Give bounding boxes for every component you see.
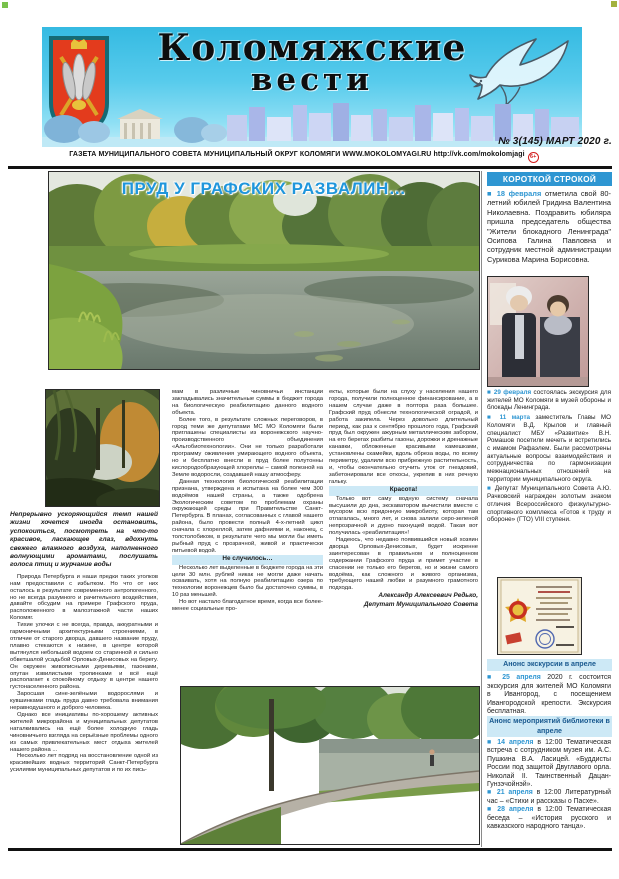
- paragraph: Несколько лет выделенные в бюджете города на эти цели 30 млн. рублей никак не могли даже начать осваивать, хотя на полную реабилитацию озера по технологии воронежцев было бы достаточно суммы, в 10 раз меньшей.: [172, 564, 323, 599]
- announcement-tour-header: Анонс экскурсии в апреле: [487, 659, 612, 671]
- paragraph: мам в различные чиновничьи инстанции закладывались значительные суммы в бюджет города на биологическую реабилитацию данного водного объекта.: [172, 389, 323, 416]
- age-rating-badge: 6+: [528, 152, 539, 163]
- subheading: Красота!: [329, 486, 478, 496]
- masthead-subtitle: [30, 151, 578, 163]
- paragraph: Данная технология биологической реабилитации признана, утверждена и испытана на более чем 300 водоёмов нашей страны, а также одобрена Экологическим советом по проблемам охраны окружающей среды при Правительстве Санкт-Петербурга. В планах, согласованных с главой нашего района, было провести полный 4-х-летний цикл сначала с хлореллой, затем дафниями и, наконец, с толстолобиком, в результате чего мы могли бы иметь рыбный пруд с прозрачной, живой и практически питьевой водой.: [172, 478, 323, 554]
- paragraph: Природа Петербурга и наши предки таких уголков нам предоставили с избытком. Но что от них осталось в результате современного антропогенного, но не всегда разумного и рачительного воздействия, давайте обсудим на примере Графского пруда, расположенного в малоэтажной части наших Коломяг.: [10, 573, 158, 622]
- announcement-tour-text: ■ 25 апреля 2020 г. состоится экскурсия для жителей МО Коломяги в Ивангород, с посещением Ивангородской крепости. Экскурсия бесплатная.: [487, 674, 611, 715]
- library-event: ■ 14 апреля в 12:00 Тематическая встреча с сотрудником музея им. А.С. Пушкина В.А. Ласицей. «Буддисты России под защитой Двуглавого орла. Николай II. Таинственный Дацан-Гунзэчойнэй».: [487, 739, 612, 789]
- article-headline: ПРУД У ГРАФСКИХ РАЗВАЛИН…: [121, 179, 407, 198]
- column-divider: [481, 171, 482, 847]
- bottom-photo-path: [180, 686, 480, 845]
- announcement-library-list: [487, 739, 611, 831]
- issue-number: № 3(145) МАРТ 2020 г.: [498, 136, 612, 147]
- paragraph: екты, которые были на слуху у населения нашего города, получили полноценное финансирование, а в нашем случае даже в полтора раза большее. Графский пруд обнесли технологической оградой, и работа закипела. Через довольно длительный период, как раз к сентябрю прошлого года, Графский пруд был окружен ажурным металлическим забором, на его берегах разбиты газоны, дорожки и дренажные канавки, обложенные красивыми камешками, установлены скамейки, вдоль обреза воды, по всему периметру, удалили всю прибрежную растительность, и, чтобы окончательно отучить уток от гнездовий, забетонировали все откосы, укрепив в них речную гальку.: [329, 389, 478, 485]
- sidebar-news-item: ■ 11 марта заместитель Главы МО Коломяги В.Д. Крылов и главный специалист МБУ «Развитие» В.Н. Ромашов посетили мечеть и встретились с имамом Рафаэлем. Были рассмотрены актуальные вопросы взаимодействия и сотрудничества по гармонизации межнациональных отношений на территории муниципального округа.: [487, 414, 612, 483]
- gto-certificate-photo: [497, 577, 582, 655]
- library-event: ■ 21 апреля в 12:00 Литературный час – «Стихи и рассказы о Пасхе».: [487, 789, 612, 805]
- paragraph: Но вот настало благодатное время, когда все более-менее социальные про-: [172, 599, 323, 613]
- footer-rule: [8, 848, 612, 851]
- article-lead: Непрерывно ускоряющийся темп нашей жизни хочется иногда остановить, успокоиться, посмотреть на что-то красивое, ласкающее глаз, вдохнуть свежего влажного воздуха, наполненного волнующими ароматами, послушать голоса птиц и журчание воды: [10, 511, 158, 569]
- news-text: отметила свой 80-летний юбилей Гридина Валентина Николаевна. Поздравить юбиляра пришла председатель общества "Жители блокадного Ленинграда" Осипова Галина Павловна и сотрудник местной администрации Сурикова Марина Борисовна.: [487, 189, 611, 264]
- subtitle-text: ГАЗЕТА МУНИЦИПАЛЬНОГО СОВЕТА МУНИЦИПАЛЬНЫЙ ОКРУГ КОЛОМЯГИ WWW.MOKOLOMYAGI.RU http://vk.com/mokolomjagi: [69, 151, 525, 158]
- print-corner-mark: [611, 1, 617, 7]
- sidebar-news-item: [487, 189, 611, 264]
- library-event: ■ 28 апреля в 12:00 Тематическая беседа – «История русского и кавказского народного танца».: [487, 806, 612, 831]
- header-rule: [8, 166, 612, 169]
- paragraph: Несколько лет подряд на восстановление одной из красивейших водных территорий Санкт-Петербурга усилиями муниципальных депутатов и по их пись-: [10, 753, 158, 774]
- title-line-2: вести: [250, 62, 374, 98]
- news-date: 18 февраля: [496, 189, 542, 198]
- paragraph: Только вот саму водную систему сначала высушили до дна, экскаватором вычистили вместе с мусором всю придонную микробиоту, которая там отлагалась, много лет, и снова залили серо-зеленой непрозрачной и дурно пахнущей водой. Такая вот получилась «реабилитация»!: [329, 495, 478, 537]
- masthead: [42, 27, 582, 147]
- bullet: ■: [487, 189, 497, 198]
- sidebar-news-item: ■ Депутат Муниципального Совета А.Ю. Рачковский награжден золотым знаком отличия Всероссийского физкультурно-спортивного комплекса «Готов к труду и обороне» (ГТО) VIII ступени.: [487, 485, 611, 524]
- subheading: Не случилось…: [172, 555, 323, 565]
- paragraph: Надеюсь, что недавно появившийся новый хозяин дворца Орловых-Денисовых, будет искренне заинтересован в правильном и полноценном содержании Графского пруда и примет участие в спасении не только его берегов, но и жизни самого водоёма, как сложного и живого организма, требующего нашей любви и разумного грамотного подхода.: [329, 537, 478, 592]
- paragraph: Более того, в результате сложных переговоров, в город теми же депутатами МС МО Коломяги были приглашены специалисты из воронежского научно-производственного объединения «Альгобиотехнологии». Они не только разработали программу оживления умирающего водного объекта, но и бесплатно внесли в пруд более полутонны кислородообразующей хлореллы – самой полезной на Земле водоросли, создавшей нашу атмосферу.: [172, 416, 323, 478]
- newspaper-title: [157, 27, 467, 98]
- paragraph: Заросшая сине-зелёными водорослями и кувшинками гладь пруда давно требовала внимания неравнодушного и доброго человека.: [10, 691, 158, 712]
- paragraph: Однако все инициативы по-хорошему активных жителей микрорайона и муниципальных депутатов наталкивались на ещё более холодную гладь чиновничьего взгляда на серьёзные проблемы одного из самых привлекательных мест отдыха жителей нашего района ...: [10, 711, 158, 753]
- title-line-1: Коломяжские: [157, 27, 467, 69]
- jubilee-photo: [487, 276, 589, 387]
- sidebar-news-list: [487, 389, 611, 526]
- article-column-3: [329, 389, 478, 609]
- sidebar-header: КОРОТКОЙ СТРОКОЙ: [487, 172, 612, 186]
- secondary-photo-trees: [45, 389, 160, 507]
- sidebar-news-item: ■ 29 февраля состоялась экскурсия для жителей МО Коломяги в музей обороны и блокады Ленинграда.: [487, 389, 612, 412]
- article-column-2: [172, 389, 323, 613]
- announcement-library-header: Анонс мероприятий библиотеки в апреле: [487, 716, 612, 737]
- paragraph: Тихие улочки с не всегда, правда, аккуратными и гармоничными архитектурными строениями, в отличие от старого дворца, давшего название пруду, плавно стекаются к низине, в центре которой вытянулся небольшой водоем со старинной и сильно обветшалой усадьбой Орловых-Денисовых на берегу. Он окружен живописными деревьями, газонами, опутан извилистыми тропинками и всё ещё располагает к спокойному отдыху в центре нашего густонаселенного района.: [10, 622, 158, 691]
- article-column-1: [10, 511, 158, 774]
- main-photo-pond: [48, 171, 480, 370]
- print-corner-mark: [2, 2, 8, 8]
- author-signature: Александр Алексеевич Редько, Депутат Муниципального Совета: [363, 592, 478, 608]
